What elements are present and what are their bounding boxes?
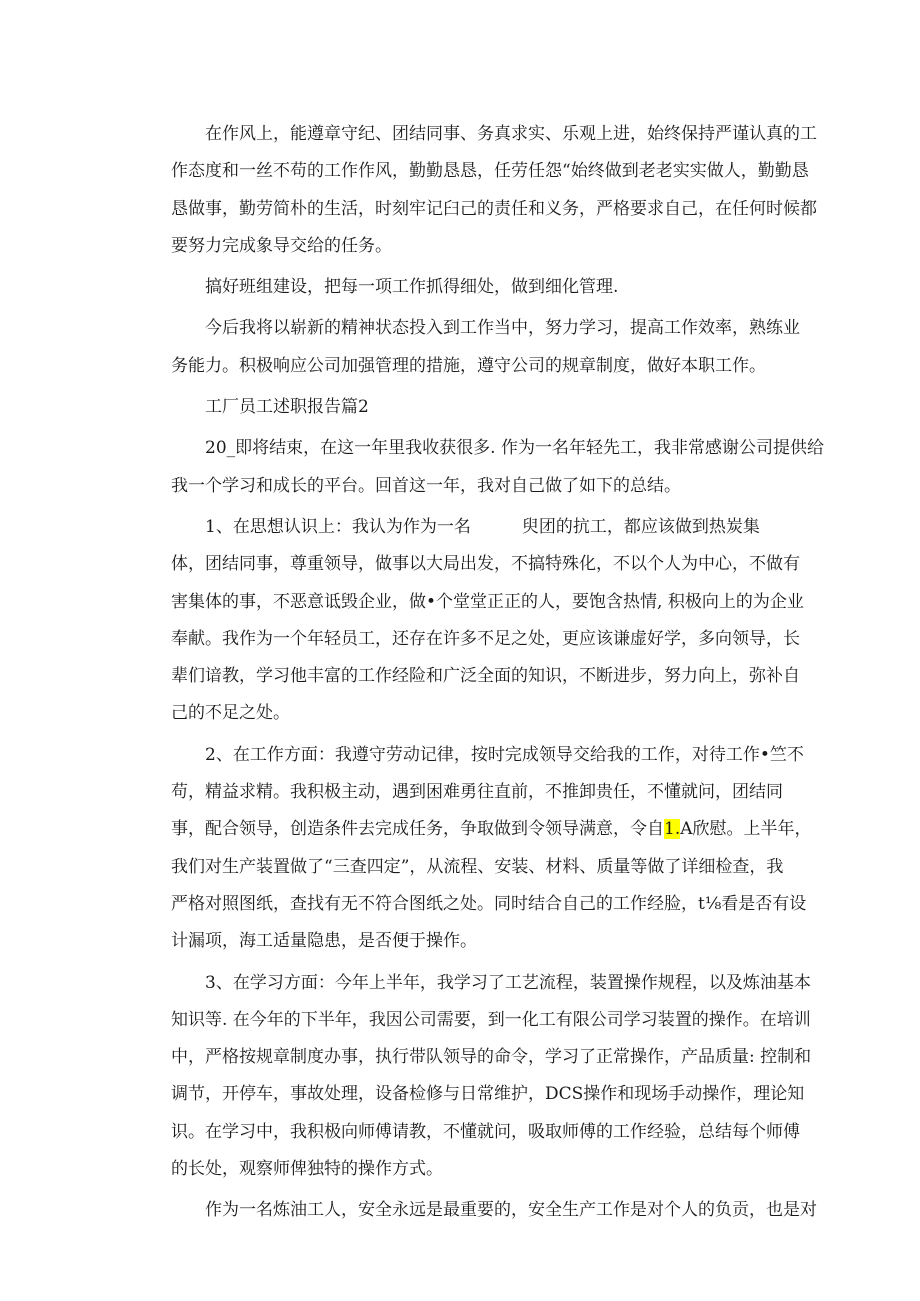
paragraph-team-building [137,269,785,306]
text-line: 识。在学习中，我积极向师傅请教，不懂就问，吸取师傅的工作经验，总结每个师傅 [171,1121,800,1142]
text-line: 搞好班组建设，把每一项工作抓得细处，做到细化管理. [205,277,619,298]
text-line: 工厂员工述职报告篇2 [205,397,369,418]
text-line: 中，严格按规章制度办事，执行带队领导的命令，学习了正常操作，产品质量: 控制和 [171,1047,812,1068]
text-segment: 事，配合领导，创造条件去完成任务，争取做到令领导满意，令自 [171,819,664,840]
paragraph-safety [137,1192,817,1229]
paragraph-study [137,965,812,1189]
paragraph-work-style [137,116,817,265]
paragraph-ideology [137,509,804,733]
text-line: 体，团结同事，尊重领导，做事以大局出发，不搞特殊化，不以个人为中心，不做有 [171,554,800,575]
text-line: 我一个学习和成长的平台。回首这一年，我对自己做了如下的总结。 [171,475,681,496]
section-heading [137,389,785,426]
text-line: 调节，开停车，事故处理，设备检修与日常维护，DCS操作和现场手动操作，理论知 [171,1084,805,1105]
paragraph-intro [137,430,824,505]
paragraph-work [137,737,812,961]
text-line: 2、在工作方面：我遵守劳动记律，按时完成领导交给我的工作，对待工作•竺不 [205,744,804,765]
text-line: 我们对生产装置做了“三查四定”，从流程、安装、材料、质量等做了详细检查，我 [171,856,784,877]
text-line: 严格对照图纸，查找有无不符合图纸之处。同时结合自己的工作经脸，t⅛看是否有设 [171,893,807,914]
text-line: 的长处，观察师俾独特的操作方式。 [171,1159,443,1180]
text-line: 辈们谙教，学习他丰富的工作经险和广泛全面的知识，不断进步，努力向上，弥补自 [171,666,800,687]
text-line: 计漏项，海工适量隐患，是否便于操作。 [171,931,477,952]
text-line: 己的不足之处。 [171,703,290,724]
document-body [137,116,824,1234]
text-line: 作为一名炼油工人，安全永远是最重要的，安全生产工作是对个人的负贡，也是对 [205,1200,817,1221]
highlighted-text: 1. [664,819,681,840]
text-line: 务能力。积极响应公司加强管理的措施，遵守公司的规章制度，做好本职工作。 [171,355,766,376]
text-line: 3、在学习方面：今年上半年，我学习了工艺流程，装置操作规程，以及炼油基本 [205,972,811,993]
text-line: 恳做事，勤劳简朴的生活，时刻牢记臼己的责任和义务，严格要求自己，在任何时候都 [171,198,817,219]
text-line-with-highlight [137,811,812,848]
text-line: 要努力完成象导交给的任务。 [171,235,392,256]
text-line: 奉献。我作为一个年轻员工，还存在许多不足之处，更应该谦虚好学，多向领导，长 [171,628,800,649]
text-line: 1、在思想认识上：我认为作为一名 臾团的抗工，都应该做到热炭集 [205,516,760,537]
text-line: 害集体的事，不恶意诋毁企业，做•个堂堂正正的人，要饱含热情, 积极向上的为企业 [171,591,804,612]
text-line: 知识等. 在今年的下半年，我因公司需要，到一化工有限公司学习装置的操作。在培训 [171,1009,811,1030]
text-line: 20_即将结束，在这一年里我收获很多. 作为一名年轻先工，我非常感谢公司提供给 [205,438,824,459]
paragraph-future-plan [137,310,800,385]
text-line: 作态度和一丝不苟的工作作风，勤勤恳恳，任劳任怨“始终做到老老实实做人，勤勤恳 [171,161,809,182]
text-segment: A欣慰。上半年， [680,819,812,840]
text-line: 在作风上，能遵章守纪、团结同事、务真求实、乐观上进，始终保持严谨认真的工 [205,124,817,144]
text-line: 苟，精益求精。我积极主动，遇到困难勇往直前，不推卸贵任，不懂就问，团结同 [171,782,783,803]
text-line: 今后我将以崭新的精神状态投入到工作当中，努力学习，提高工作效率，熟练业 [205,318,800,339]
